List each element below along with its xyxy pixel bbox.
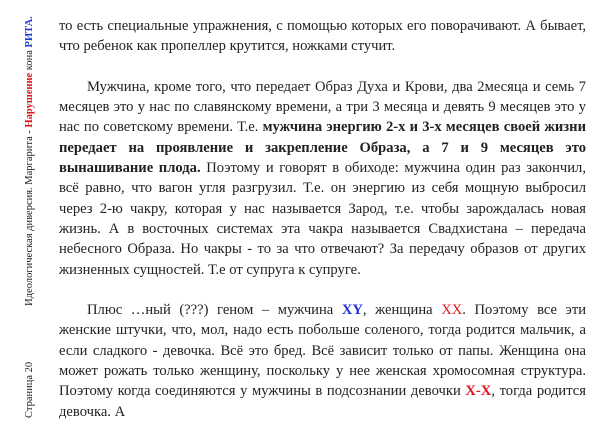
paragraph-1 [59,16,586,57]
paragraph-3 [59,300,586,422]
paragraph-3-text-c: . Поэтому все эти женские штучки, что, мол, надо есть побольше соленого, тогда родится мальчик, а если сладкого - девочка. Всё это бред. Всё зависит только от папы. Женщина она может рожать только женщину, поскольку у нее женская хромосомная структура. Поэтому когда соединяются у мужчины в подсознании девочки [59,302,587,400]
paragraph-2-text-c: Поэтому и говорят в обиходе: мужчина один раз закончил, всё равно, что вагон угля разгрузил. Т.е. он энергию из себя мощную выбросил через 2-ю чакру, которая у нас называется Зарод, т.е. чтобы зарождалась новая жизнь. А в восточных системах эта чакра называется Свадхистана – передача небесного Образа. Но чакры - то за что отвечают? За передачу образов от других жизненных сущностей. Т.е от супруга к супруге. [59,160,586,278]
male-chromosome-label: XY [341,302,363,319]
brand-label: РИТА. [24,16,35,48]
side-header-text [23,16,37,418]
female-chromosome-label: XX [441,302,463,319]
side-header [10,8,36,418]
page-body [59,16,586,422]
title-middle: кона [24,47,35,73]
paragraph-3-text-a: Плюс …ный (???) геном – мужчина [87,302,342,319]
paragraph-1-text: то есть специальные упражнения, с помощью которых его поворачивают. А бывает, что ребенок как пропеллер крутится, ножками стучит. [59,18,586,55]
paragraph-3-text-d: , тогда родится девочка. А [59,383,586,420]
paragraph-3-text-b: , женщина [362,302,442,319]
document-title: Идеологическая диверсия. Маргарита - [24,127,35,306]
paragraph-2-text-a: Мужчина, кроме того, что передает Образ Духа и Крови, два 2месяца и семь 7 месяцев это у нас по славянскому времени, а три 3 месяца и девять 9 месяцев это у нас по советскому времени. Т.е. [59,78,586,136]
girl-chromosome-label: X-X [465,383,492,400]
paragraph-2-bold: мужчина энергию 2-х и 3-х месяцев своей жизни передает на проявление и закрепление Образа, а 7 и 9 месяцев это вынашивание плода. [59,119,586,177]
title-highlight: Нарушение [24,72,35,128]
page-number-label: Страница 20 [24,361,35,418]
paragraph-2 [59,77,586,280]
